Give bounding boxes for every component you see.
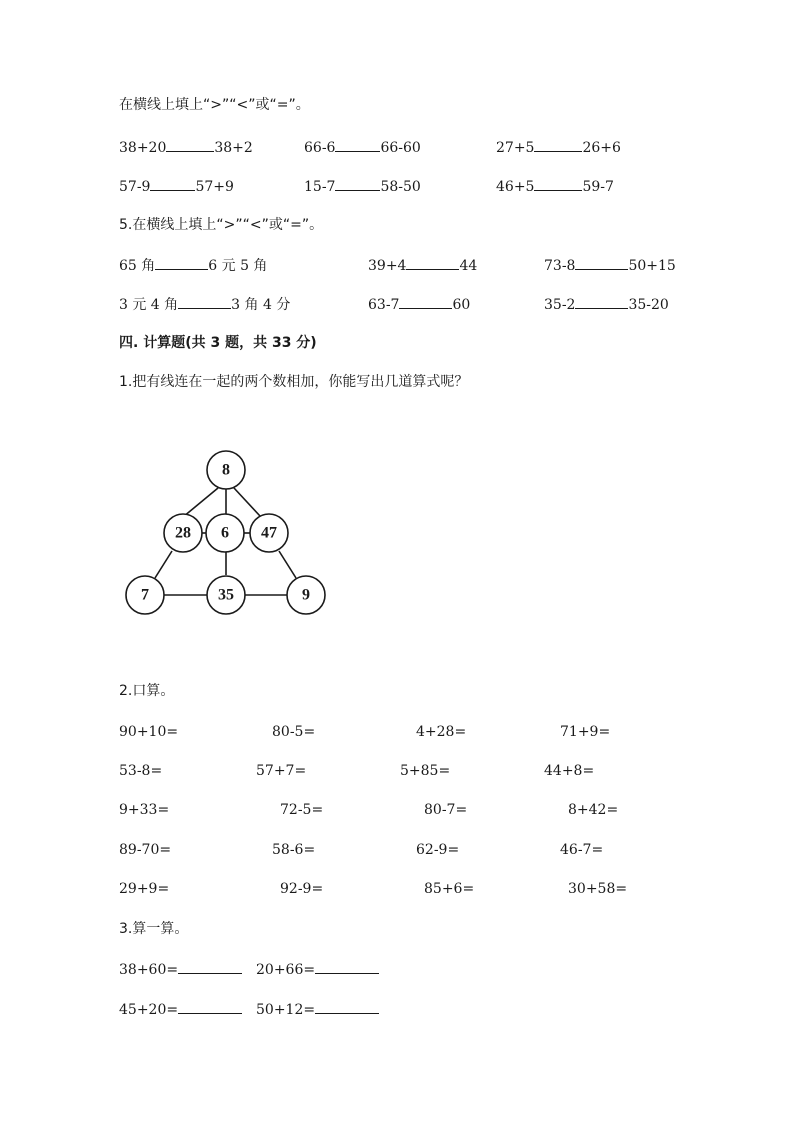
edge-top-left — [183, 488, 218, 517]
calc-item: 20+66= — [256, 960, 379, 979]
compare-item: 38+20 38+2 — [119, 140, 253, 156]
section-title: 四. 计算题(共 3 题，共 33 分) — [119, 335, 317, 351]
oral-item: 5+85= — [400, 763, 451, 779]
oral-item: 57+7= — [256, 763, 307, 779]
oral-item: 89-70= — [119, 842, 172, 858]
answer-blank[interactable] — [166, 138, 214, 152]
compare-item: 66-6 66-60 — [304, 140, 421, 156]
oral-item: 71+9= — [560, 724, 611, 740]
oral-item: 9+33= — [119, 802, 170, 818]
answer-blank[interactable] — [155, 256, 208, 270]
oral-item: 53-8= — [119, 763, 163, 779]
answer-blank[interactable] — [178, 295, 231, 309]
node-value: 6 — [221, 524, 229, 542]
oral-item: 46-7= — [560, 842, 604, 858]
node-value: 7 — [141, 586, 149, 604]
compare-item: 65 角 6 元 5 角 — [119, 258, 268, 274]
compare-item: 46+5 59-7 — [496, 179, 614, 195]
oral-item: 72-5= — [280, 802, 324, 818]
compare-item: 39+4 44 — [368, 258, 478, 274]
oral-item: 4+28= — [416, 724, 467, 740]
oral-item: 90+10= — [119, 724, 179, 740]
oral-item: 62-9= — [416, 842, 460, 858]
oral-item: 85+6= — [424, 881, 475, 897]
compare-item: 15-7 58-50 — [304, 179, 421, 195]
oral-item: 8+42= — [568, 802, 619, 818]
calc-item: 45+20= — [119, 1000, 242, 1019]
number-triangle-diagram — [120, 448, 332, 618]
answer-blank[interactable] — [399, 295, 452, 309]
answer-blank[interactable] — [178, 1000, 242, 1014]
node-value: 28 — [175, 524, 191, 542]
answer-blank[interactable] — [534, 177, 582, 191]
q5-instruction: 5.在横线上填上“>”“<”或“=”。 — [119, 217, 324, 233]
edge-rightmid-bottomright — [279, 551, 296, 578]
answer-blank[interactable] — [406, 256, 459, 270]
answer-blank[interactable] — [315, 1000, 379, 1014]
compare-item: 27+5 26+6 — [496, 140, 621, 156]
q1-text: 1.把有线连在一起的两个数相加，你能写出几道算式呢？ — [119, 374, 469, 390]
answer-blank[interactable] — [534, 138, 582, 152]
oral-item: 30+58= — [568, 881, 628, 897]
compare-item: 35-2 35-20 — [544, 297, 669, 313]
q2-title: 2.口算。 — [119, 683, 175, 699]
answer-blank[interactable] — [335, 138, 380, 152]
answer-blank[interactable] — [315, 960, 379, 974]
compare-item: 73-8 50+15 — [544, 258, 676, 274]
node-value: 9 — [302, 586, 310, 604]
node-value: 8 — [222, 461, 230, 479]
oral-item: 29+9= — [119, 881, 170, 897]
answer-blank[interactable] — [575, 256, 628, 270]
node-value: 35 — [218, 586, 234, 604]
oral-item: 80-5= — [272, 724, 316, 740]
edge-top-right — [234, 488, 260, 516]
oral-item: 44+8= — [544, 763, 595, 779]
calc-item: 50+12= — [256, 1000, 379, 1019]
answer-blank[interactable] — [575, 295, 628, 309]
calc-item: 38+60= — [119, 960, 242, 979]
q3-title: 3.算一算。 — [119, 921, 189, 937]
answer-blank[interactable] — [150, 177, 195, 191]
answer-blank[interactable] — [335, 177, 380, 191]
oral-item: 92-9= — [280, 881, 324, 897]
answer-blank[interactable] — [178, 960, 242, 974]
oral-item: 80-7= — [424, 802, 468, 818]
node-value: 47 — [261, 524, 277, 542]
oral-item: 58-6= — [272, 842, 316, 858]
edge-leftmid-bottomleft — [155, 551, 172, 578]
compare-item: 57-9 57+9 — [119, 179, 234, 195]
compare-item: 3 元 4 角 3 角 4 分 — [119, 297, 291, 313]
compare-item: 63-7 60 — [368, 297, 471, 313]
compare-instruction: 在横线上填上“>”“<”或“=”。 — [119, 97, 310, 113]
